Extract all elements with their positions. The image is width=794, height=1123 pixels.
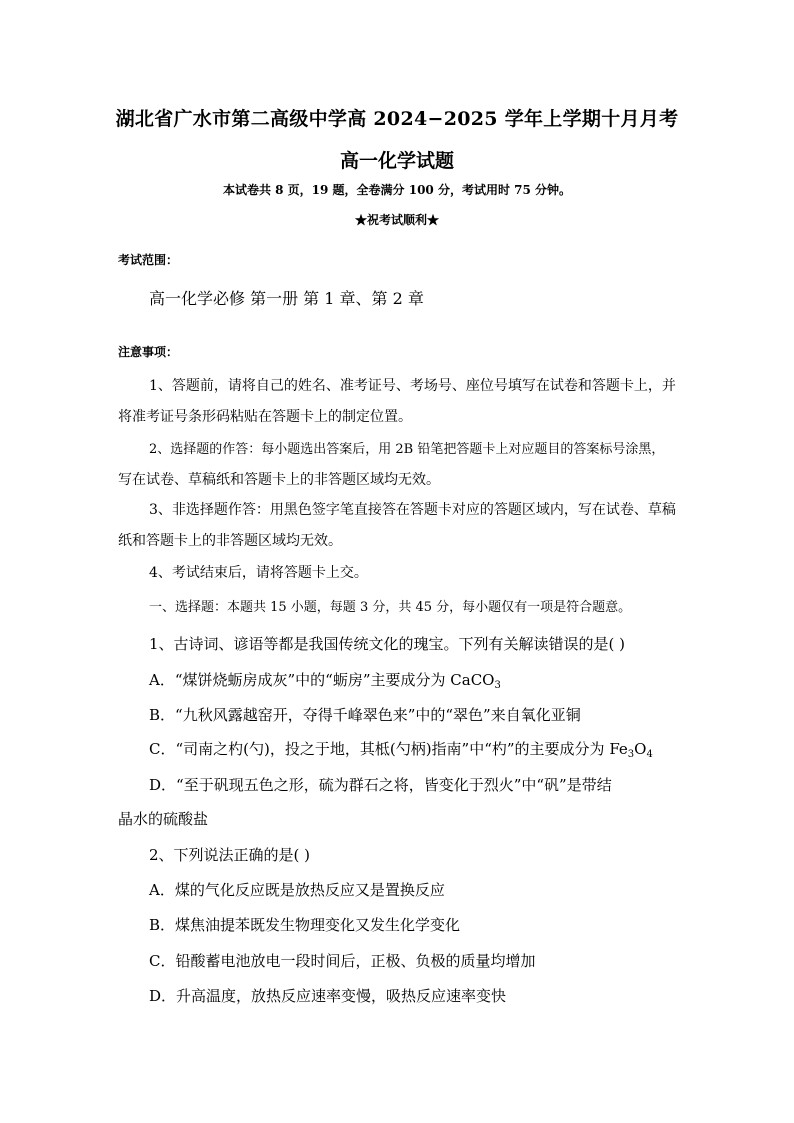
question-1-option-d-cont: 晶水的硫酸盐 (118, 810, 209, 828)
question-1-stem: 1、古诗词、谚语等都是我国传统文化的瑰宝。下列有关解读错误的是( ) (149, 635, 626, 653)
note-4: 4、考试结束后，请将答题卡上交。 (149, 565, 368, 581)
question-2-option-d: D．升高温度，放热反应速率变慢，吸热反应速率变快 (149, 987, 507, 1005)
question-2-option-c: C．铅酸蓄电池放电一段时间后，正极、负极的质量均增加 (149, 952, 536, 970)
question-1-option-d: D．“至于矾现五色之形，硫为群石之将，皆变化于烈火”中“矾”是带结 (149, 776, 612, 794)
exam-title: 湖北省广水市第二高级中学高 2024−2025 学年上学期十月月考 (115, 108, 679, 130)
note-1-line1: 1、答题前，请将自己的姓名、准考证号、考场号、座位号填写在试卷和答题卡上，并 (149, 378, 676, 394)
note-3-line2: 纸和答题卡上的非答题区域均无效。 (118, 533, 342, 549)
section-heading: 一、选择题：本题共 15 小题，每题 3 分，共 45 分，每小题仅有一项是符合题意。 (149, 600, 632, 615)
question-1-option-c: C．“司南之杓(勺)，投之于地，其柢(勺柄)指南”中“杓”的主要成分为 $Fe_3O_4$ (149, 740, 653, 760)
exam-subject-title: 高一化学试题 (339, 150, 454, 172)
note-1-line2: 将准考证号条形码粘贴在答题卡上的制定位置。 (118, 409, 412, 425)
scope-heading: 考试范围： (118, 253, 179, 267)
question-1-option-a: A．“煤饼烧蛎房成灰”中的“蛎房”主要成分为 CaCO$_3$ (149, 671, 501, 691)
good-luck-banner: ★祝考试顺利★ (354, 213, 439, 227)
note-3-line1: 3、非选择题作答：用黑色签字笔直接答在答题卡对应的答题区域内，写在试卷、草稿 (149, 502, 676, 518)
note-2-line1: 2、选择题的作答：每小题选出答案后，用 2B 铅笔把答题卡上对应题目的答案标号涂黑， (149, 442, 665, 457)
notes-heading: 注意事项： (118, 345, 179, 359)
question-1-option-b: B．“九秋风露越窑开，夺得千峰翠色来”中的“翠色”来自氧化亚铜 (149, 706, 581, 724)
note-2-line2: 写在试卷、草稿纸和答题卡上的非答题区域均无效。 (118, 472, 440, 488)
exam-info: 本试卷共 8 页，19 题，全卷满分 100 分，考试用时 75 分钟。 (222, 183, 572, 197)
question-2-option-b: B．煤焦油提苯既发生物理变化又发生化学变化 (149, 916, 461, 934)
question-2-option-a: A．煤的气化反应既是放热反应又是置换反应 (149, 881, 445, 899)
scope-text: 高一化学必修 第一册 第 1 章、第 2 章 (149, 289, 424, 308)
question-2-stem: 2、下列说法正确的是( ) (149, 846, 311, 864)
